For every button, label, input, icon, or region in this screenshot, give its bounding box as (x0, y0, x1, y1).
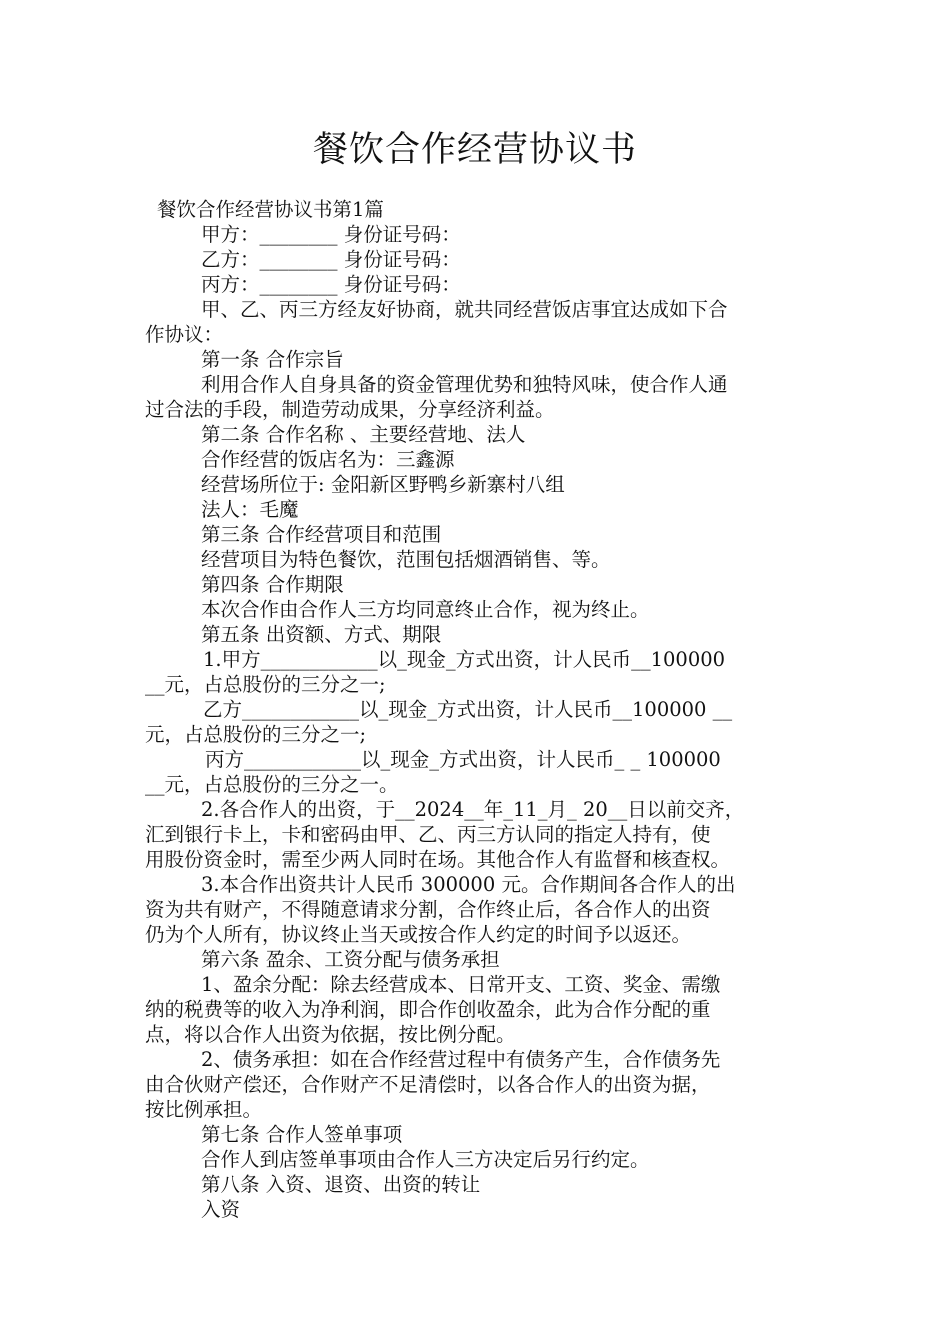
article-heading: 第四条 合作期限 (201, 573, 344, 596)
party-c-line: 丙方：________ 身份证号码： (201, 273, 461, 296)
paragraph-line: 1、盈余分配：除去经营成本、日常开支、工资、奖金、需缴 (201, 973, 721, 996)
paragraph-line: 乙方____________以_现金_方式出资，计人民币__100000 __ (203, 698, 733, 721)
article-heading: 第三条 合作经营项目和范围 (201, 523, 442, 546)
paragraph-line: 资为共有财产，不得随意请求分割，合作终止后，各合作人的出资 (145, 898, 711, 921)
paragraph-line: 1.甲方____________以_现金_方式出资，计人民币__100000 (203, 648, 726, 671)
paragraph-line: 仍为个人所有，协议终止当天或按合作人约定的时间予以返还。 (145, 923, 692, 946)
paragraph-line: 用股份资金时，需至少两人同时在场。其他合作人有监督和核查权。 (145, 848, 731, 871)
paragraph-line: __元，占总股份的三分之一。 (145, 773, 399, 796)
paragraph-line: 利用合作人自身具备的资金管理优势和独特风味，使合作人通 (201, 373, 728, 396)
paragraph-line: 法人：毛魔 (201, 498, 299, 521)
paragraph-line: 本次合作由合作人三方均同意终止合作，视为终止。 (201, 598, 650, 621)
paragraph-line: 合作经营的饭店名为：三鑫源 (201, 448, 455, 471)
paragraph-line: 纳的税费等的收入为净利润，即合作创收盈余，此为合作分配的重 (145, 998, 711, 1021)
article-heading: 第六条 盈余、工资分配与债务承担 (201, 948, 500, 971)
article-heading: 第五条 出资额、方式、期限 (201, 623, 442, 646)
document-body (145, 197, 809, 1222)
paragraph-line: 2.各合作人的出资，于__2024__年_11_月_ 20__日以前交齐， (201, 798, 745, 821)
paragraph-line: 3.本合作出资共计人民币 300000 元。合作期间各合作人的出 (201, 873, 736, 896)
paragraph-line: 丙方____________以_现金_方式出资，计人民币_ _ 100000 (205, 748, 721, 771)
paragraph-line: 2、债务承担：如在合作经营过程中有债务产生，合作债务先 (201, 1048, 721, 1071)
article-heading: 第七条 合作人签单事项 (201, 1123, 403, 1146)
paragraph-line: 由合伙财产偿还，合作财产不足清偿时，以各合作人的出资为据， (145, 1073, 711, 1096)
paragraph-line: 作协议： (145, 323, 224, 346)
document-title: 餐饮合作经营协议书 (312, 130, 637, 170)
paragraph-line: 按比例承担。 (145, 1098, 263, 1121)
party-a-line: 甲方：________ 身份证号码： (201, 223, 461, 246)
article-heading: 第二条 合作名称 、主要经营地、法人 (201, 423, 526, 446)
paragraph-line: 汇到银行卡上，卡和密码由甲、乙、丙三方认同的指定人持有，使 (145, 823, 711, 846)
section-heading: 餐饮合作经营协议书第1篇 (157, 198, 384, 221)
paragraph-line: 经营项目为特色餐饮，范围包括烟酒销售、等。 (201, 548, 611, 571)
paragraph-line: 合作人到店签单事项由合作人三方决定后另行约定。 (201, 1148, 650, 1171)
paragraph-line: 点，将以合作人出资为依据，按比例分配。 (145, 1023, 516, 1046)
paragraph-line: __元，占总股份的三分之一; (145, 673, 386, 696)
paragraph-line: 甲、乙、丙三方经友好协商，就共同经营饭店事宜达成如下合 (201, 298, 728, 321)
article-heading: 第八条 入资、退资、出资的转让 (201, 1173, 481, 1196)
paragraph-line: 元，占总股份的三分之一; (145, 723, 367, 746)
paragraph-line: 经营场所位于: 金阳新区野鸭乡新寨村八组 (201, 473, 565, 496)
paragraph-line: 过合法的手段，制造劳动成果，分享经济利益。 (145, 398, 555, 421)
article-heading: 第一条 合作宗旨 (201, 348, 344, 371)
party-b-line: 乙方：________ 身份证号码： (201, 248, 461, 271)
paragraph-line: 入资 (201, 1198, 241, 1221)
